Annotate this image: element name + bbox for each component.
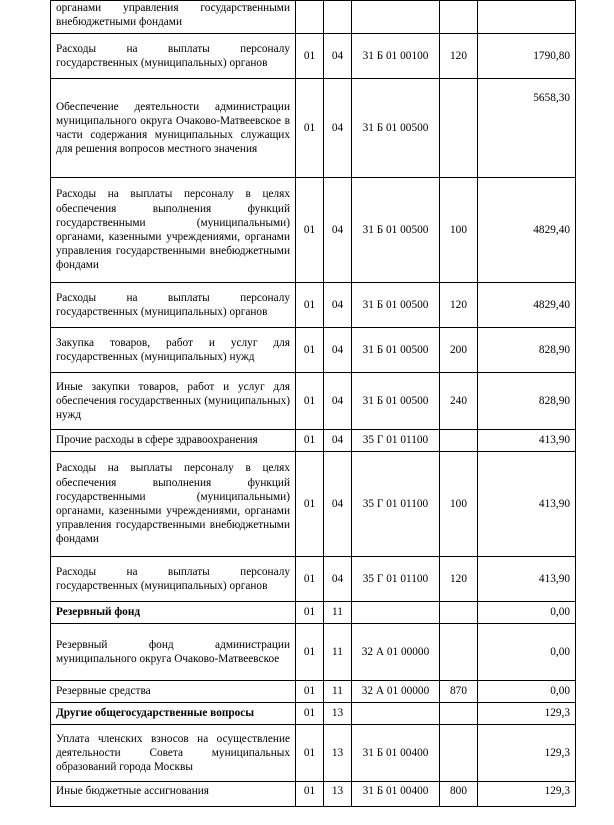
row-target-code	[352, 1, 440, 34]
row-subsection: 04	[324, 283, 352, 328]
row-subsection: 11	[324, 624, 352, 681]
row-section: 01	[296, 452, 324, 557]
row-section: 01	[296, 624, 324, 681]
row-target-code	[352, 602, 440, 624]
row-expense-type	[440, 430, 478, 452]
table-row	[51, 373, 576, 430]
row-section: 01	[296, 681, 324, 703]
row-name: органами управления государственными внебюджетными фондами	[51, 1, 296, 34]
row-section: 01	[296, 328, 324, 373]
row-target-code: 31 Б 01 00500	[352, 178, 440, 283]
row-subsection: 04	[324, 34, 352, 79]
row-expense-type: 800	[440, 782, 478, 807]
table-row	[51, 430, 576, 452]
row-expense-type: 100	[440, 178, 478, 283]
row-target-code: 35 Г 01 01100	[352, 430, 440, 452]
row-name: Другие общегосударственные вопросы	[51, 703, 296, 725]
row-amount	[478, 1, 576, 34]
row-expense-type	[440, 79, 478, 178]
row-amount: 5658,30	[478, 79, 576, 178]
row-name: Резервные средства	[51, 681, 296, 703]
row-section: 01	[296, 373, 324, 430]
row-name: Расходы на выплаты персоналу в целях обеспечения выполнения функций государственными (муниципальными) органами, казенными учреждениями, органами управления государственными внебюджетными фондами	[51, 178, 296, 283]
row-subsection: 11	[324, 681, 352, 703]
row-subsection: 04	[324, 178, 352, 283]
row-expense-type: 120	[440, 557, 478, 602]
table-row	[51, 452, 576, 557]
row-name: Расходы на выплаты персоналу государственных (муниципальных) органов	[51, 283, 296, 328]
row-subsection: 13	[324, 725, 352, 782]
row-target-code: 35 Г 01 01100	[352, 557, 440, 602]
row-section: 01	[296, 703, 324, 725]
row-name: Иные закупки товаров, работ и услуг для обеспечения государственных (муниципальных) нужд	[51, 373, 296, 430]
row-subsection: 11	[324, 602, 352, 624]
row-name: Расходы на выплаты персоналу государственных (муниципальных) органов	[51, 557, 296, 602]
row-expense-type	[440, 725, 478, 782]
row-name: Уплата членских взносов на осуществление деятельности Совета муниципальных образований города Москвы	[51, 725, 296, 782]
row-expense-type: 100	[440, 452, 478, 557]
row-name: Прочие расходы в сфере здравоохранения	[51, 430, 296, 452]
row-subsection: 04	[324, 328, 352, 373]
row-expense-type	[440, 624, 478, 681]
row-name: Обеспечение деятельности администрации муниципального округа Очаково-Матвеевское в части содержания муниципальных служащих для решения вопросов местного значения	[51, 79, 296, 178]
row-target-code	[352, 703, 440, 725]
row-section	[296, 1, 324, 34]
row-subsection: 04	[324, 430, 352, 452]
row-subsection: 13	[324, 782, 352, 807]
row-amount: 129,3	[478, 782, 576, 807]
row-section: 01	[296, 430, 324, 452]
row-target-code: 32 А 01 00000	[352, 681, 440, 703]
row-name: Иные бюджетные ассигнования	[51, 782, 296, 807]
row-name: Резервный фонд администрации муниципального округа Очаково-Матвеевское	[51, 624, 296, 681]
table-row	[51, 283, 576, 328]
row-target-code: 32 А 01 00000	[352, 624, 440, 681]
table-row	[51, 681, 576, 703]
row-amount: 828,90	[478, 373, 576, 430]
row-section: 01	[296, 178, 324, 283]
table-row	[51, 624, 576, 681]
row-section: 01	[296, 283, 324, 328]
row-amount: 0,00	[478, 602, 576, 624]
row-target-code: 31 Б 01 00400	[352, 782, 440, 807]
row-target-code: 31 Б 01 00500	[352, 79, 440, 178]
row-section: 01	[296, 602, 324, 624]
row-amount: 0,00	[478, 681, 576, 703]
row-subsection: 04	[324, 79, 352, 178]
row-amount: 413,90	[478, 557, 576, 602]
table-row	[51, 703, 576, 725]
table-row	[51, 178, 576, 283]
table-row	[51, 602, 576, 624]
table-row	[51, 34, 576, 79]
row-name: Закупка товаров, работ и услуг для государственных (муниципальных) нужд	[51, 328, 296, 373]
row-expense-type: 870	[440, 681, 478, 703]
row-expense-type: 240	[440, 373, 478, 430]
row-amount: 4829,40	[478, 178, 576, 283]
row-expense-type: 120	[440, 283, 478, 328]
row-expense-type	[440, 703, 478, 725]
row-section: 01	[296, 557, 324, 602]
budget-table	[50, 0, 576, 807]
row-subsection: 04	[324, 557, 352, 602]
row-amount: 129,3	[478, 725, 576, 782]
table-row	[51, 79, 576, 178]
row-section: 01	[296, 725, 324, 782]
row-target-code: 31 Б 01 00400	[352, 725, 440, 782]
table-row	[51, 557, 576, 602]
row-section: 01	[296, 79, 324, 178]
row-subsection: 04	[324, 452, 352, 557]
row-subsection: 13	[324, 703, 352, 725]
row-amount: 4829,40	[478, 283, 576, 328]
row-amount: 828,90	[478, 328, 576, 373]
row-subsection: 04	[324, 373, 352, 430]
row-amount: 413,90	[478, 452, 576, 557]
row-target-code: 31 Б 01 00100	[352, 34, 440, 79]
row-expense-type	[440, 602, 478, 624]
row-subsection	[324, 1, 352, 34]
row-amount: 129,3	[478, 703, 576, 725]
table-row	[51, 725, 576, 782]
row-target-code: 31 Б 01 00500	[352, 328, 440, 373]
row-expense-type	[440, 1, 478, 34]
table-row	[51, 1, 576, 34]
row-section: 01	[296, 34, 324, 79]
row-name: Резервный фонд	[51, 602, 296, 624]
row-target-code: 35 Г 01 01100	[352, 452, 440, 557]
row-target-code: 31 Б 01 00500	[352, 283, 440, 328]
row-expense-type: 120	[440, 34, 478, 79]
row-amount: 0,00	[478, 624, 576, 681]
table-row	[51, 328, 576, 373]
row-target-code: 31 Б 01 00500	[352, 373, 440, 430]
row-name: Расходы на выплаты персоналу государственных (муниципальных) органов	[51, 34, 296, 79]
row-section: 01	[296, 782, 324, 807]
row-amount: 413,90	[478, 430, 576, 452]
row-name: Расходы на выплаты персоналу в целях обеспечения выполнения функций государственными (муниципальными) органами, казенными учреждениями, органами управления государственными внебюджетными фондами	[51, 452, 296, 557]
row-amount: 1790,80	[478, 34, 576, 79]
row-expense-type: 200	[440, 328, 478, 373]
table-row	[51, 782, 576, 807]
